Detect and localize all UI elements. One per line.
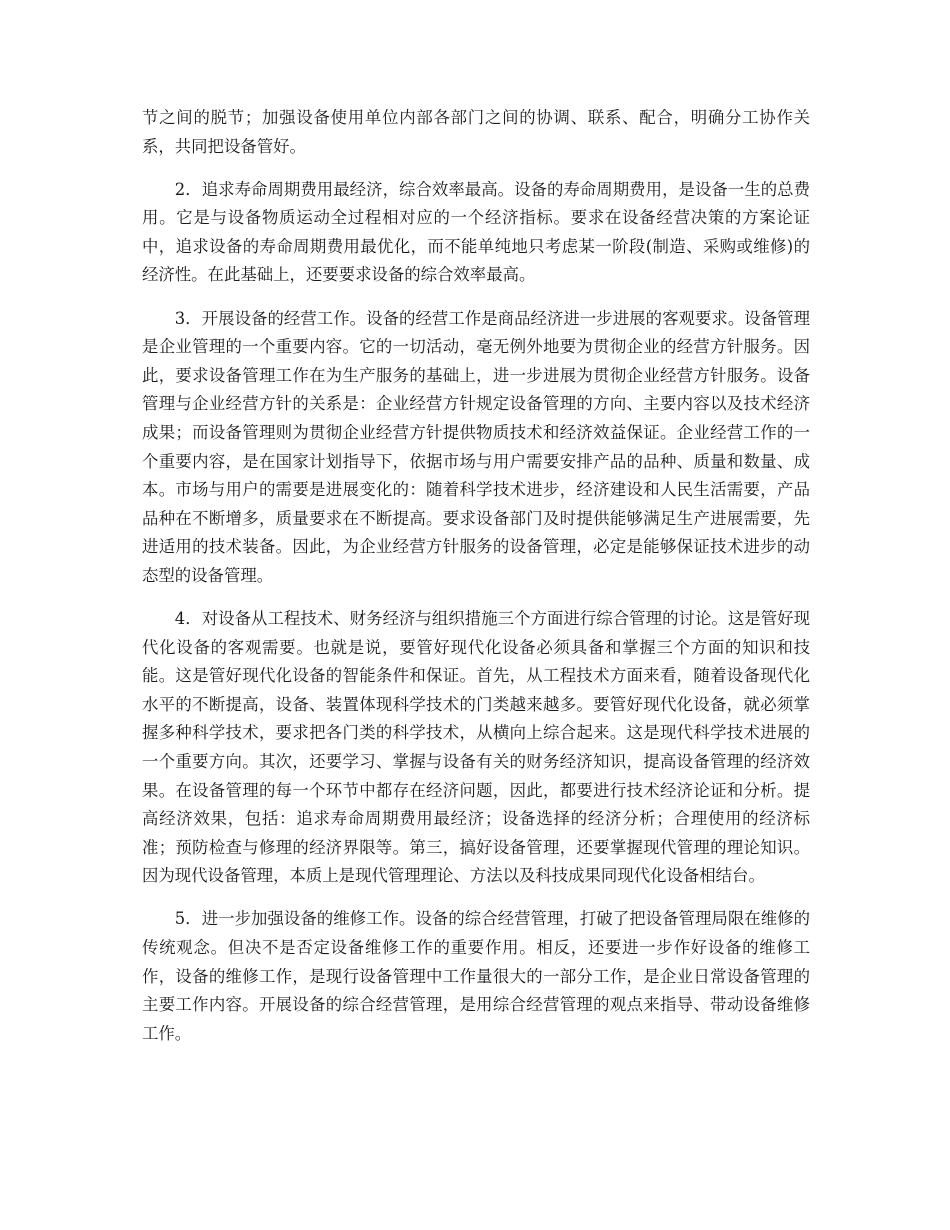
paragraph-item-5: 5．进一步加强设备的维修工作。设备的综合经营管理，打破了把设备管理局限在维修的传统观念。但决不是否定设备维修工作的重要作用。相反，还要进一步作好设备的维修工作，设备的维修工作，是现行设备管理中工作量很大的一部分工作，是企业日常设备管理的主要工作内容。开展设备的综合经营管理，是用综合经营管理的观点来指导、带动设备维修工作。 [142,909,810,1043]
paragraph-item-2: 2．追求寿命周期费用最经济，综合效率最高。设备的寿命周期费用，是设备一生的总费用。它是与设备物质运动全过程相对应的一个经济指标。要求在设备经营决策的方案论证中，追求设备的寿命周期费用最优化，而不能单纯地只考虑某一阶段(制造、采购或维修)的经济性。在此基础上，还要要求设备的综合效率最高。 [142,179,810,285]
paragraph-item-4: 4．对设备从工程技术、财务经济与组织措施三个方面进行综合管理的讨论。这是管好现代化设备的客观需要。也就是说，要管好现代化设备必须具备和掌握三个方面的知识和技能。这是管好现代化设备的智能条件和保证。首先，从工程技术方面来看，随着设备现代化水平的不断提高，设备、装置体现科学技术的门类越来越多。要管好现代化设备，就必须掌握多种科学技术，要求把各门类的科学技术，从横向上综合起来。这是现代科学技术进展的一个重要方向。其次，还要学习、掌握与设备有关的财务经济知识，提高设备管理的经济效果。在设备管理的每一个环节中都存在经济问题，因此，都要进行技术经济论证和分析。提高经济效果，包括：追求寿命周期费用最经济；设备选择的经济分析；合理使用的经济标准；预防检查与修理的经济界限等。第三，搞好设备管理，还要掌握现代管理的理论知识。因为现代设备管理，本质上是现代管理理论、方法以及科技成果同现代化设备相结台。 [142,609,810,886]
document-page [142,104,810,1063]
paragraph-continuation: 节之间的脱节；加强设备使用单位内部各部门之间的协调、联系、配合，明确分工协作关系，共同把设备管好。 [142,108,810,156]
paragraph-item-3: 3．开展设备的经营工作。设备的经营工作是商品经济进一步进展的客观要求。设备管理是企业管理的一个重要内容。它的一切活动，毫无例外地要为贯彻企业的经营方针服务。因此，要求设备管理工作在为生产服务的基础上，进一步进展为贯彻企业经营方针服务。设备管理与企业经营方针的关系是：企业经营方针规定设备管理的方向、主要内容以及技术经济成果；而设备管理则为贯彻企业经营方针提供物质技术和经济效益保证。企业经营工作的一个重要内容，是在国家计划指导下，依据市场与用户需要安排产品的品种、质量和数量、成本。市场与用户的需要是进展变化的：随着科学技术进步，经济建设和人民生活需要，产品品种在不断增多，质量要求在不断提高。要求设备部门及时提供能够满足生产进展需要，先进适用的技术装备。因此，为企业经营方针服务的设备管理，必定是能够保证技术进步的动态型的设备管理。 [142,308,810,585]
